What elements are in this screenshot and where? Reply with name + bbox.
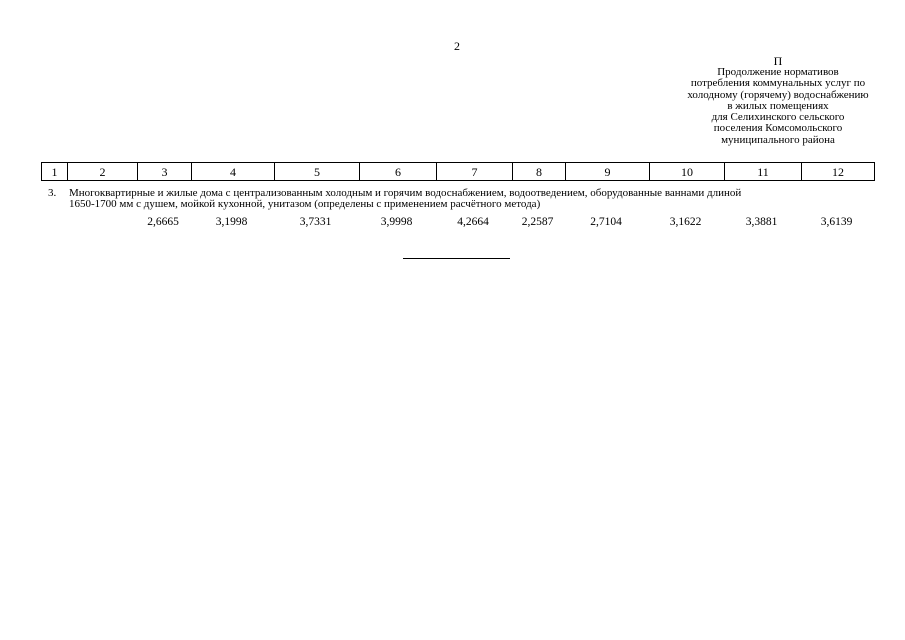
value-col-4: 3,1998 bbox=[215, 216, 248, 228]
column-number-cell: 5 bbox=[275, 163, 360, 181]
page-number: 2 bbox=[454, 39, 460, 53]
value-col-9: 2,7104 bbox=[590, 216, 622, 228]
heading-roman-numeral: П bbox=[773, 54, 783, 68]
value-col-6: 3,9998 bbox=[380, 216, 413, 228]
column-number-cell: 3 bbox=[138, 163, 192, 181]
appendix-heading bbox=[660, 55, 896, 146]
value-col-11: 3,3881 bbox=[745, 216, 778, 228]
row-description-line-2: 1650-1700 мм с душем, мойкой кухонной, унитазом (определены с применением расчётного метода) bbox=[69, 197, 541, 210]
column-number-cell: 7 bbox=[437, 163, 513, 181]
row-number: 3. bbox=[48, 187, 57, 199]
value-col-12: 3,6139 bbox=[820, 216, 853, 228]
heading-line-2: потребления коммунальных услуг по bbox=[690, 77, 866, 90]
value-col-3: 2,6665 bbox=[147, 216, 179, 228]
column-number-table bbox=[41, 162, 875, 181]
value-col-5: 3,7331 bbox=[299, 216, 332, 228]
column-number-cell: 6 bbox=[360, 163, 437, 181]
column-number-cell: 1 bbox=[42, 163, 68, 181]
value-col-8: 2,2587 bbox=[521, 216, 554, 228]
value-col-7: 4,2664 bbox=[457, 216, 489, 228]
end-of-document-rule bbox=[403, 258, 510, 259]
row-description-line-1: Многоквартирные и жилые дома с централизованным холодным и горячим водоснабжением, водоотведением, оборудованные ваннами длиной bbox=[69, 187, 742, 199]
heading-line-6: поселения Комсомольского bbox=[713, 122, 843, 135]
heading-line-3: холодному (горячему) водоснабжению bbox=[687, 88, 869, 101]
row-description bbox=[69, 188, 869, 209]
heading-line-1: Продолжение нормативов bbox=[717, 66, 839, 78]
value-col-10: 3,1622 bbox=[669, 216, 702, 228]
column-number-cell: 2 bbox=[68, 163, 138, 181]
column-number-row bbox=[42, 163, 875, 181]
heading-line-4: в жилых помещениях bbox=[727, 99, 829, 112]
heading-line-5: для Селихинского сельского bbox=[711, 111, 845, 124]
column-number-cell: 11 bbox=[725, 163, 802, 181]
column-number-cell: 4 bbox=[192, 163, 275, 181]
column-number-cell: 10 bbox=[650, 163, 725, 181]
heading-line-7: муниципального района bbox=[721, 133, 835, 146]
column-number-cell: 9 bbox=[566, 163, 650, 181]
column-number-cell: 12 bbox=[802, 163, 875, 181]
column-number-cell: 8 bbox=[513, 163, 566, 181]
